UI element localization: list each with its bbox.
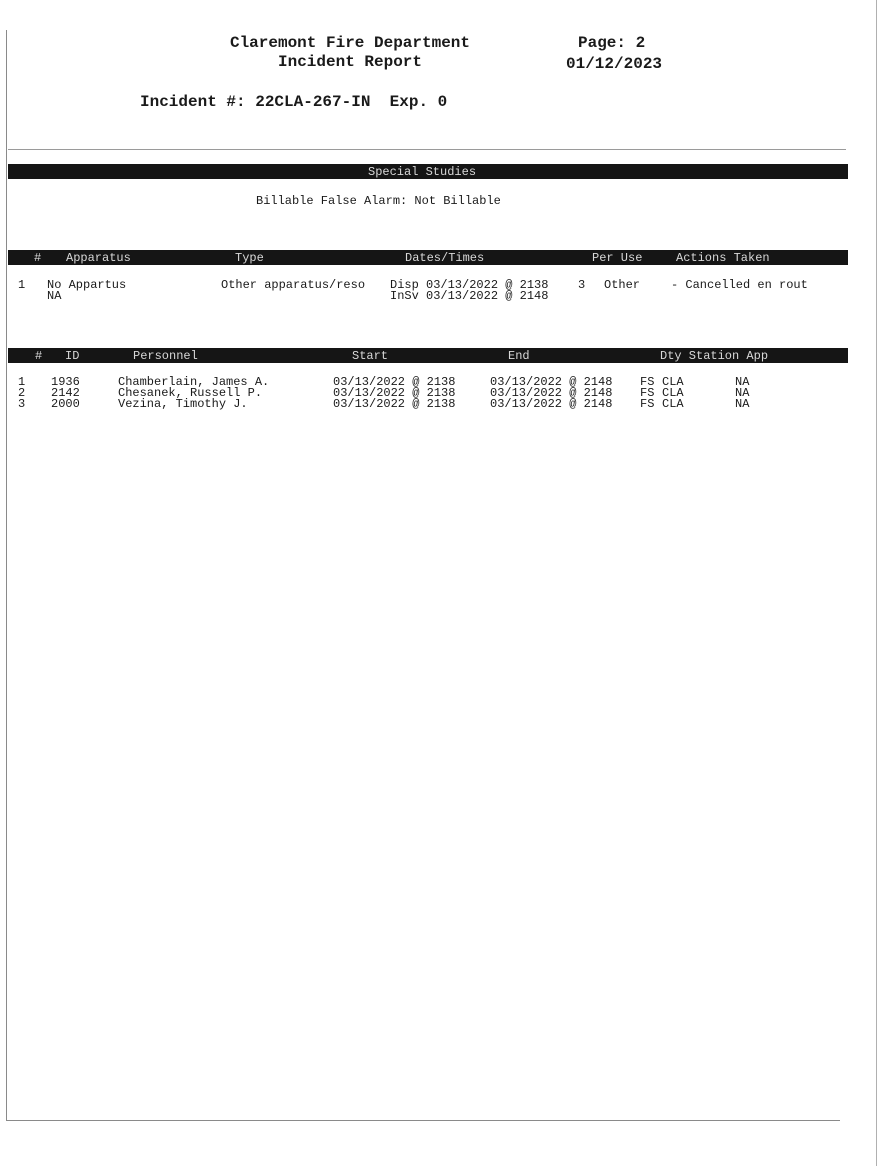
apparatus-col-dates: Dates/Times [405,251,485,265]
personnel-id: 2142 [51,386,80,400]
personnel-dty: FS [640,397,655,411]
apparatus-row-num: 1 [18,278,26,292]
apparatus-per: 3 [578,278,586,292]
personnel-station: CLA [662,386,684,400]
apparatus-name: No Appartus [47,278,127,292]
special-studies-bar [8,164,848,179]
apparatus-type: Other apparatus/reso [221,278,366,292]
billable-false-alarm: Billable False Alarm: Not Billable [256,194,501,208]
personnel-col-id: ID [65,349,80,363]
apparatus-col-num: # [34,251,42,265]
personnel-station: CLA [662,375,684,389]
apparatus-actions: - Cancelled en rout [671,278,808,292]
personnel-col-start: Start [352,349,389,363]
report-title: Incident Report [277,53,423,71]
personnel-name: Chesanek, Russell P. [118,386,263,400]
apparatus-sub: NA [47,289,62,303]
personnel-name: Vezina, Timothy J. [118,397,248,411]
apparatus-insv: InSv 03/13/2022 @ 2148 [390,289,549,303]
apparatus-col-peruse: Per Use [592,251,643,265]
personnel-col-dty: Dty Station App [660,349,769,363]
page-border-right [876,0,877,1166]
apparatus-col-apparatus: Apparatus [66,251,131,265]
personnel-dty: FS [640,375,655,389]
personnel-app: NA [735,375,750,389]
personnel-app: NA [735,386,750,400]
apparatus-col-type: Type [235,251,264,265]
personnel-header-bar [8,348,848,363]
personnel-end: 03/13/2022 @ 2148 [490,397,613,411]
page-border-left [6,30,7,1120]
incident-number: Incident #: 22CLA-267-IN Exp. 0 [140,93,448,111]
personnel-dty: FS [640,386,655,400]
personnel-end: 03/13/2022 @ 2148 [490,386,613,400]
personnel-start: 03/13/2022 @ 2138 [333,397,456,411]
personnel-id: 2000 [51,397,80,411]
personnel-col-personnel: Personnel [133,349,198,363]
personnel-col-num: # [35,349,43,363]
personnel-row-num: 1 [18,375,26,389]
personnel-end: 03/13/2022 @ 2148 [490,375,613,389]
department-name: Claremont Fire Department [229,34,471,52]
personnel-id: 1936 [51,375,80,389]
apparatus-use: Other [604,278,641,292]
personnel-start: 03/13/2022 @ 2138 [333,386,456,400]
apparatus-col-actions: Actions Taken [676,251,770,265]
personnel-start: 03/13/2022 @ 2138 [333,375,456,389]
page-border-bottom [6,1120,840,1121]
personnel-name: Chamberlain, James A. [118,375,270,389]
personnel-col-end: End [508,349,530,363]
header-rule [8,149,846,150]
personnel-station: CLA [662,397,684,411]
page-number: Page: 2 [578,34,646,52]
apparatus-disp: Disp 03/13/2022 @ 2138 [390,278,549,292]
personnel-row-num: 3 [18,397,26,411]
report-date: 01/12/2023 [566,55,663,73]
personnel-app: NA [735,397,750,411]
apparatus-header-bar [8,250,848,265]
special-studies-heading: Special Studies [368,165,477,179]
personnel-row-num: 2 [18,386,26,400]
